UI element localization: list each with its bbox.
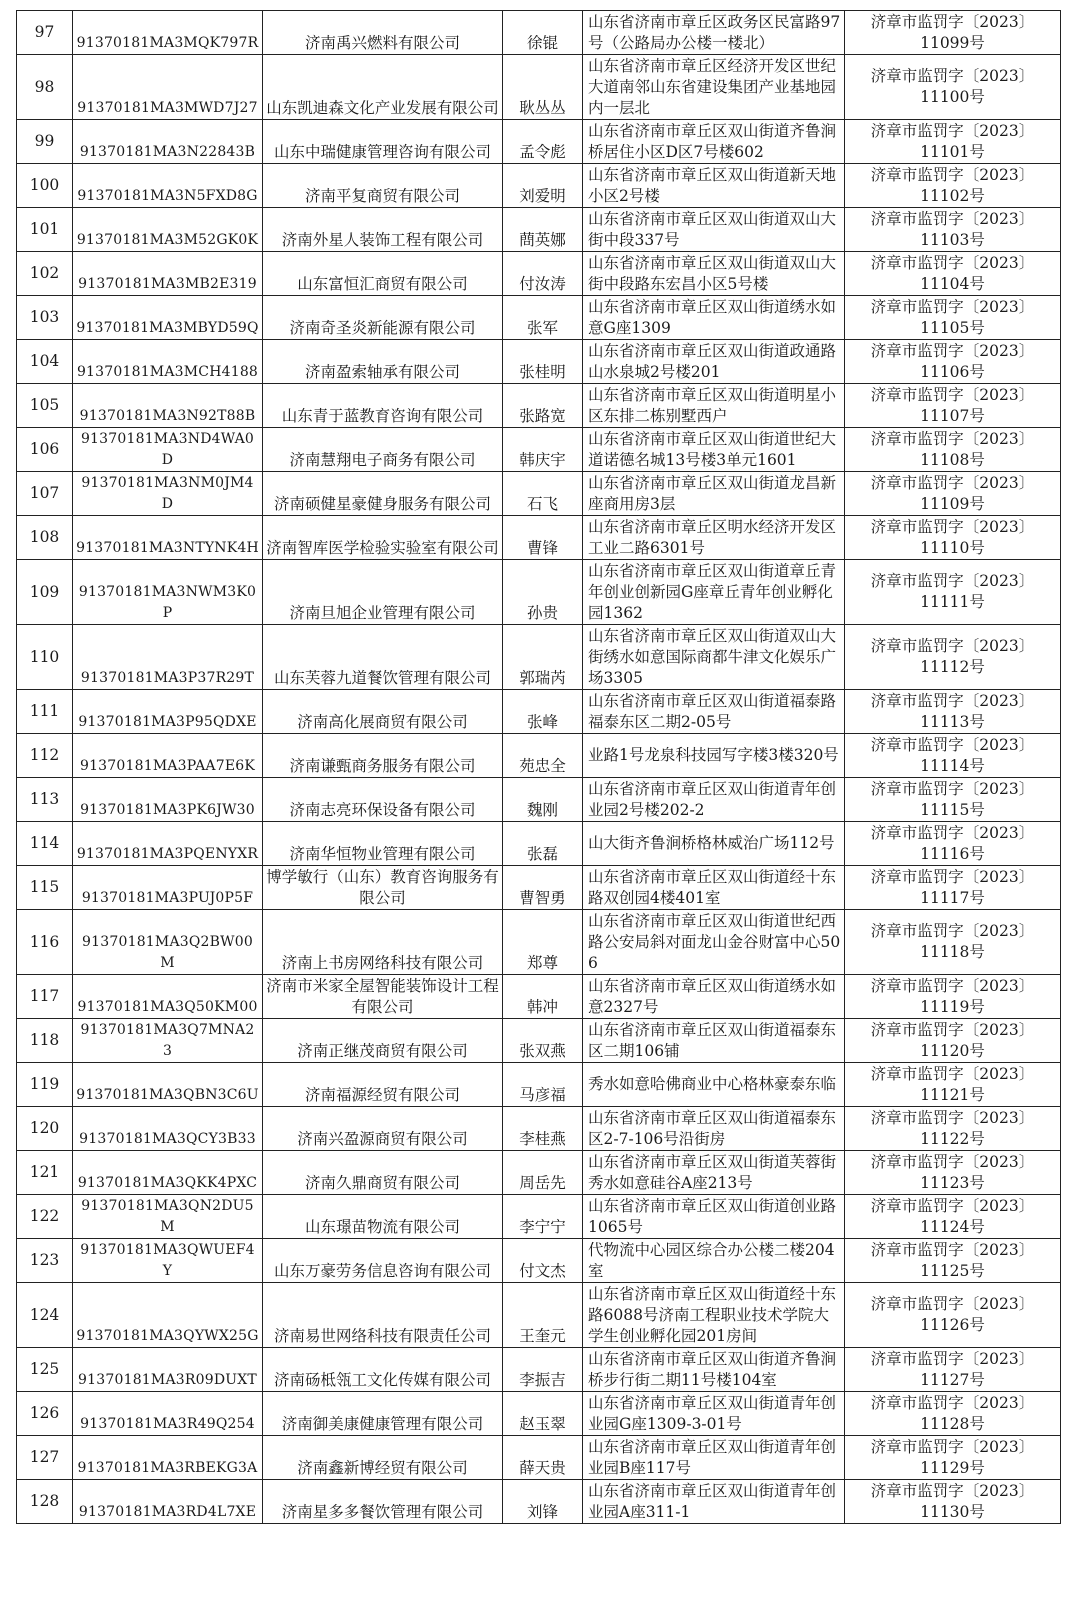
- penalty-prefix: 济章市监罚字〔2023〕: [870, 1240, 1035, 1259]
- registered-address: 山东省济南市章丘区政务区民富路97号（公路局办公楼一楼北）: [583, 11, 845, 55]
- registered-address: 山东省济南市章丘区双山街道新天地小区2号楼: [583, 164, 845, 208]
- registered-address: 山东省济南市章丘区双山街道芙蓉街秀水如意硅谷A座213号: [583, 1151, 845, 1195]
- company-name: 济南易世网络科技有限责任公司: [263, 1283, 503, 1348]
- penalty-decision-number: [845, 866, 1061, 910]
- table-row: [17, 560, 1061, 625]
- penalty-prefix: 济章市监罚字〔2023〕: [870, 341, 1035, 360]
- penalty-prefix: 济章市监罚字〔2023〕: [870, 691, 1035, 710]
- legal-representative: 李宁宁: [503, 1195, 583, 1239]
- row-number: 114: [17, 822, 73, 866]
- registered-address: 山东省济南市章丘区双山街道齐鲁涧桥步行街二期11号楼104室: [583, 1348, 845, 1392]
- penalty-decision-number: [845, 1195, 1061, 1239]
- legal-representative: 马彦福: [503, 1063, 583, 1107]
- penalty-prefix: 济章市监罚字〔2023〕: [870, 517, 1035, 536]
- legal-representative: 王奎元: [503, 1283, 583, 1348]
- penalty-serial: 11107号: [920, 406, 985, 425]
- table-row: [17, 1283, 1061, 1348]
- row-number: 123: [17, 1239, 73, 1283]
- penalty-decision-number: [845, 1107, 1061, 1151]
- penalty-prefix: 济章市监罚字〔2023〕: [870, 385, 1035, 404]
- penalty-serial: 11123号: [920, 1173, 985, 1192]
- registered-address: 山东省济南市章丘区明水经济开发区工业二路6301号: [583, 516, 845, 560]
- row-number: 116: [17, 910, 73, 975]
- registered-address: 山东省济南市章丘区双山街道青年创业园2号楼202-2: [583, 778, 845, 822]
- penalty-prefix: 济章市监罚字〔2023〕: [870, 12, 1035, 31]
- row-number: 98: [17, 55, 73, 120]
- company-name: 济南市米家全屋智能装饰设计工程有限公司: [263, 975, 503, 1019]
- penalty-prefix: 济章市监罚字〔2023〕: [870, 922, 1035, 940]
- registered-address: 业路1号龙泉科技园写字楼3楼320号: [583, 734, 845, 778]
- penalty-prefix: 济章市监罚字〔2023〕: [870, 67, 1035, 85]
- penalty-serial: 11126号: [920, 1316, 985, 1334]
- legal-representative: 张磊: [503, 822, 583, 866]
- penalty-serial: 11112号: [920, 658, 985, 676]
- penalty-serial: 11124号: [920, 1217, 985, 1236]
- company-name: 济南平复商贸有限公司: [263, 164, 503, 208]
- penalty-decision-number: [845, 910, 1061, 975]
- penalty-decision-number: [845, 1063, 1061, 1107]
- row-number: 108: [17, 516, 73, 560]
- registered-address: 山东省济南市章丘区双山街道世纪西路公安局斜对面龙山金谷财富中心506: [583, 910, 845, 975]
- penalty-decision-number: [845, 1019, 1061, 1063]
- penalty-serial: 11103号: [920, 230, 985, 249]
- penalty-serial: 11108号: [920, 450, 985, 469]
- penalty-serial: 11110号: [920, 538, 985, 557]
- penalty-serial: 11125号: [920, 1261, 985, 1280]
- row-number: 113: [17, 778, 73, 822]
- company-name: 济南砀柢瓴工文化传媒有限公司: [263, 1348, 503, 1392]
- penalty-serial: 11102号: [920, 186, 985, 205]
- penalty-prefix: 济章市监罚字〔2023〕: [870, 1437, 1035, 1456]
- penalty-prefix: 济章市监罚字〔2023〕: [870, 1393, 1035, 1412]
- company-name: 济南硕健星豪健身服务有限公司: [263, 472, 503, 516]
- company-name: 济南志亮环保设备有限公司: [263, 778, 503, 822]
- credit-code: 91370181MA3QN2DU5M: [73, 1195, 263, 1239]
- penalty-serial: 11115号: [920, 800, 985, 819]
- penalty-prefix: 济章市监罚字〔2023〕: [870, 473, 1035, 492]
- table-row: [17, 1063, 1061, 1107]
- company-name: 济南御美康健康管理有限公司: [263, 1392, 503, 1436]
- row-number: 110: [17, 625, 73, 690]
- credit-code: 91370181MA3PK6JW30: [73, 778, 263, 822]
- row-number: 128: [17, 1480, 73, 1524]
- penalty-decision-number: [845, 252, 1061, 296]
- credit-code: 91370181MA3PAA7E6K: [73, 734, 263, 778]
- company-name: 济南高化展商贸有限公司: [263, 690, 503, 734]
- registered-address: 山东省济南市章丘区双山街道福泰东区2-7-106号沿街房: [583, 1107, 845, 1151]
- table-row: [17, 384, 1061, 428]
- row-number: 101: [17, 208, 73, 252]
- penalty-decision-number: [845, 1348, 1061, 1392]
- penalty-decision-number: [845, 120, 1061, 164]
- penalty-serial: 11106号: [920, 362, 985, 381]
- penalty-prefix: 济章市监罚字〔2023〕: [870, 1349, 1035, 1368]
- legal-representative: 刘锋: [503, 1480, 583, 1524]
- table-row: [17, 55, 1061, 120]
- registered-address: 秀水如意哈佛商业中心格林豪泰东临: [583, 1063, 845, 1107]
- penalty-prefix: 济章市监罚字〔2023〕: [870, 253, 1035, 272]
- row-number: 120: [17, 1107, 73, 1151]
- row-number: 127: [17, 1436, 73, 1480]
- table-row: [17, 472, 1061, 516]
- company-name: 济南智库医学检验实验室有限公司: [263, 516, 503, 560]
- table-row: [17, 340, 1061, 384]
- table-row: [17, 252, 1061, 296]
- penalty-prefix: 济章市监罚字〔2023〕: [870, 1196, 1035, 1215]
- company-name: 济南禹兴燃料有限公司: [263, 11, 503, 55]
- penalty-serial: 11119号: [920, 997, 985, 1016]
- company-name: 博学敏行（山东）教育咨询服务有限公司: [263, 866, 503, 910]
- penalty-decision-number: [845, 1151, 1061, 1195]
- registered-address: 山东省济南市章丘区双山街道政通路山水泉城2号楼201: [583, 340, 845, 384]
- penalty-serial: 11101号: [920, 142, 985, 161]
- penalty-decision-number: [845, 1392, 1061, 1436]
- row-number: 106: [17, 428, 73, 472]
- row-number: 102: [17, 252, 73, 296]
- row-number: 117: [17, 975, 73, 1019]
- legal-representative: 韩庆宇: [503, 428, 583, 472]
- legal-representative: 孙贵: [503, 560, 583, 625]
- row-number: 99: [17, 120, 73, 164]
- legal-representative: 蔄英娜: [503, 208, 583, 252]
- penalty-decision-number: [845, 384, 1061, 428]
- penalty-decision-number: [845, 11, 1061, 55]
- penalty-prefix: 济章市监罚字〔2023〕: [870, 572, 1035, 590]
- legal-representative: 张军: [503, 296, 583, 340]
- company-name: 济南鑫新博经贸有限公司: [263, 1436, 503, 1480]
- registered-address: 山东省济南市章丘区双山街道青年创业园B座117号: [583, 1436, 845, 1480]
- legal-representative: 韩冲: [503, 975, 583, 1019]
- table-body: [17, 11, 1061, 1524]
- penalty-decision-number: [845, 340, 1061, 384]
- legal-representative: 付汝涛: [503, 252, 583, 296]
- penalty-prefix: 济章市监罚字〔2023〕: [870, 637, 1035, 655]
- legal-representative: 张路宽: [503, 384, 583, 428]
- credit-code: 91370181MA3MQK797R: [73, 11, 263, 55]
- table-row: [17, 690, 1061, 734]
- row-number: 109: [17, 560, 73, 625]
- company-name: 济南正继茂商贸有限公司: [263, 1019, 503, 1063]
- legal-representative: 周岳先: [503, 1151, 583, 1195]
- table-row: [17, 296, 1061, 340]
- row-number: 121: [17, 1151, 73, 1195]
- row-number: 125: [17, 1348, 73, 1392]
- penalty-decision-number: [845, 975, 1061, 1019]
- penalty-decision-number: [845, 625, 1061, 690]
- credit-code: 91370181MA3RD4L7XE: [73, 1480, 263, 1524]
- penalty-decision-number: [845, 1480, 1061, 1524]
- penalty-serial: 11130号: [920, 1502, 985, 1521]
- penalty-decision-number: [845, 428, 1061, 472]
- credit-code: 91370181MA3Q50KM00: [73, 975, 263, 1019]
- credit-code: 91370181MA3QCY3B33: [73, 1107, 263, 1151]
- row-number: 118: [17, 1019, 73, 1063]
- credit-code: 91370181MA3R09DUXT: [73, 1348, 263, 1392]
- document-page: [16, 10, 1060, 1524]
- company-name: 济南星多多餐饮管理有限公司: [263, 1480, 503, 1524]
- legal-representative: 曹智勇: [503, 866, 583, 910]
- credit-code: 91370181MA3MCH4188: [73, 340, 263, 384]
- registered-address: 山东省济南市章丘区双山街道青年创业园G座1309-3-01号: [583, 1392, 845, 1436]
- company-name: 济南谦甄商务服务有限公司: [263, 734, 503, 778]
- penalty-serial: 11113号: [920, 712, 985, 731]
- row-number: 104: [17, 340, 73, 384]
- registered-address: 山东省济南市章丘区双山街道齐鲁涧桥居住小区D区7号楼602: [583, 120, 845, 164]
- registered-address: 山东省济南市章丘区双山街道创业路1065号: [583, 1195, 845, 1239]
- legal-representative: 郑尊: [503, 910, 583, 975]
- penalty-prefix: 济章市监罚字〔2023〕: [870, 735, 1035, 754]
- penalty-decision-number: [845, 296, 1061, 340]
- row-number: 124: [17, 1283, 73, 1348]
- table-row: [17, 1195, 1061, 1239]
- row-number: 107: [17, 472, 73, 516]
- penalty-list-table: [16, 10, 1061, 1524]
- credit-code: 91370181MA3R49Q254: [73, 1392, 263, 1436]
- table-row: [17, 1480, 1061, 1524]
- credit-code: 91370181MA3N92T88B: [73, 384, 263, 428]
- table-row: [17, 1239, 1061, 1283]
- table-row: [17, 1151, 1061, 1195]
- penalty-decision-number: [845, 1239, 1061, 1283]
- penalty-prefix: 济章市监罚字〔2023〕: [870, 1020, 1035, 1039]
- company-name: 济南旦旭企业管理有限公司: [263, 560, 503, 625]
- penalty-serial: 11114号: [920, 756, 985, 775]
- table-row: [17, 516, 1061, 560]
- row-number: 111: [17, 690, 73, 734]
- credit-code: 91370181MA3RBEKG3A: [73, 1436, 263, 1480]
- penalty-prefix: 济章市监罚字〔2023〕: [870, 1295, 1035, 1313]
- company-name: 济南盈索轴承有限公司: [263, 340, 503, 384]
- penalty-decision-number: [845, 1283, 1061, 1348]
- company-name: 济南上书房网络科技有限公司: [263, 910, 503, 975]
- table-row: [17, 1392, 1061, 1436]
- legal-representative: 张峰: [503, 690, 583, 734]
- registered-address: 山东省济南市章丘区双山街道福泰东区二期106铺: [583, 1019, 845, 1063]
- credit-code: 91370181MA3PUJ0P5F: [73, 866, 263, 910]
- table-row: [17, 164, 1061, 208]
- registered-address: 山东省济南市章丘区双山街道世纪大道诺德名城13号楼3单元1601: [583, 428, 845, 472]
- credit-code: 91370181MA3NWM3K0P: [73, 560, 263, 625]
- registered-address: 山东省济南市章丘区双山街道青年创业园A座311-1: [583, 1480, 845, 1524]
- table-row: [17, 822, 1061, 866]
- legal-representative: 魏刚: [503, 778, 583, 822]
- table-row: [17, 1107, 1061, 1151]
- penalty-prefix: 济章市监罚字〔2023〕: [870, 976, 1035, 995]
- table-row: [17, 1348, 1061, 1392]
- table-row: [17, 778, 1061, 822]
- penalty-serial: 11105号: [920, 318, 985, 337]
- company-name: 济南慧翔电子商务有限公司: [263, 428, 503, 472]
- penalty-serial: 11122号: [920, 1129, 985, 1148]
- row-number: 112: [17, 734, 73, 778]
- credit-code: 91370181MA3QBN3C6U: [73, 1063, 263, 1107]
- registered-address: 山东省济南市章丘区双山街道双山大街绣水如意国际商都牛津文化娱乐广场3305: [583, 625, 845, 690]
- registered-address: 山东省济南市章丘区双山街道双山大街中段337号: [583, 208, 845, 252]
- penalty-prefix: 济章市监罚字〔2023〕: [870, 429, 1035, 448]
- registered-address: 山东省济南市章丘区双山街道绣水如意2327号: [583, 975, 845, 1019]
- legal-representative: 张双燕: [503, 1019, 583, 1063]
- penalty-prefix: 济章市监罚字〔2023〕: [870, 209, 1035, 228]
- company-name: 济南久鼎商贸有限公司: [263, 1151, 503, 1195]
- penalty-serial: 11099号: [920, 33, 985, 52]
- penalty-decision-number: [845, 516, 1061, 560]
- penalty-serial: 11127号: [920, 1370, 985, 1389]
- company-name: 山东凯迪森文化产业发展有限公司: [263, 55, 503, 120]
- legal-representative: 徐锟: [503, 11, 583, 55]
- row-number: 97: [17, 11, 73, 55]
- registered-address: 山东省济南市章丘区双山街道明星小区东排二栋别墅西户: [583, 384, 845, 428]
- legal-representative: 郭瑞芮: [503, 625, 583, 690]
- credit-code: 91370181MA3QKK4PXC: [73, 1151, 263, 1195]
- legal-representative: 苑忠全: [503, 734, 583, 778]
- credit-code: 91370181MA3PQENYXR: [73, 822, 263, 866]
- penalty-prefix: 济章市监罚字〔2023〕: [870, 297, 1035, 316]
- table-row: [17, 734, 1061, 778]
- registered-address: 山东省济南市章丘区双山街道绣水如意G座1309: [583, 296, 845, 340]
- penalty-serial: 11128号: [920, 1414, 985, 1433]
- penalty-decision-number: [845, 690, 1061, 734]
- legal-representative: 付文杰: [503, 1239, 583, 1283]
- registered-address: 山东省济南市章丘区双山街道经十东路双创园4楼401室: [583, 866, 845, 910]
- row-number: 100: [17, 164, 73, 208]
- company-name: 济南华恒物业管理有限公司: [263, 822, 503, 866]
- credit-code: 91370181MA3MWD7J27: [73, 55, 263, 120]
- company-name: 济南外星人装饰工程有限公司: [263, 208, 503, 252]
- legal-representative: 张桂明: [503, 340, 583, 384]
- registered-address: 山大街齐鲁涧桥格林威治广场112号: [583, 822, 845, 866]
- penalty-prefix: 济章市监罚字〔2023〕: [870, 1108, 1035, 1127]
- credit-code: 91370181MA3MB2E319: [73, 252, 263, 296]
- legal-representative: 耿丛丛: [503, 55, 583, 120]
- penalty-serial: 11116号: [920, 844, 985, 863]
- penalty-serial: 11104号: [920, 274, 985, 293]
- credit-code: 91370181MA3Q7MNA23: [73, 1019, 263, 1063]
- penalty-prefix: 济章市监罚字〔2023〕: [870, 1152, 1035, 1171]
- company-name: 济南兴盈源商贸有限公司: [263, 1107, 503, 1151]
- registered-address: 代物流中心园区综合办公楼二楼204室: [583, 1239, 845, 1283]
- penalty-serial: 11118号: [920, 943, 985, 961]
- legal-representative: 赵玉翠: [503, 1392, 583, 1436]
- penalty-serial: 11109号: [920, 494, 985, 513]
- table-row: [17, 428, 1061, 472]
- penalty-decision-number: [845, 164, 1061, 208]
- penalty-prefix: 济章市监罚字〔2023〕: [870, 823, 1035, 842]
- penalty-serial: 11111号: [920, 593, 985, 611]
- credit-code: 91370181MA3MBYD59Q: [73, 296, 263, 340]
- penalty-decision-number: [845, 55, 1061, 120]
- credit-code: 91370181MA3N5FXD8G: [73, 164, 263, 208]
- penalty-decision-number: [845, 778, 1061, 822]
- credit-code: 91370181MA3QWUEF4Y: [73, 1239, 263, 1283]
- penalty-serial: 11121号: [920, 1085, 985, 1104]
- credit-code: 91370181MA3Q2BW00M: [73, 910, 263, 975]
- table-row: [17, 625, 1061, 690]
- row-number: 103: [17, 296, 73, 340]
- legal-representative: 李振吉: [503, 1348, 583, 1392]
- penalty-prefix: 济章市监罚字〔2023〕: [870, 165, 1035, 184]
- company-name: 济南福源经贸有限公司: [263, 1063, 503, 1107]
- credit-code: 91370181MA3M52GK0K: [73, 208, 263, 252]
- company-name: 济南奇圣炎新能源有限公司: [263, 296, 503, 340]
- credit-code: 91370181MA3NTYNK4H: [73, 516, 263, 560]
- penalty-decision-number: [845, 472, 1061, 516]
- row-number: 122: [17, 1195, 73, 1239]
- penalty-decision-number: [845, 1436, 1061, 1480]
- table-row: [17, 120, 1061, 164]
- table-row: [17, 866, 1061, 910]
- legal-representative: 薛天贵: [503, 1436, 583, 1480]
- legal-representative: 石飞: [503, 472, 583, 516]
- company-name: 山东万豪劳务信息咨询有限公司: [263, 1239, 503, 1283]
- company-name: 山东富恒汇商贸有限公司: [263, 252, 503, 296]
- penalty-prefix: 济章市监罚字〔2023〕: [870, 121, 1035, 140]
- credit-code: 91370181MA3N22843B: [73, 120, 263, 164]
- credit-code: 91370181MA3P95QDXE: [73, 690, 263, 734]
- table-row: [17, 910, 1061, 975]
- credit-code: 91370181MA3ND4WA0D: [73, 428, 263, 472]
- row-number: 126: [17, 1392, 73, 1436]
- company-name: 山东芙蓉九道餐饮管理有限公司: [263, 625, 503, 690]
- table-row: [17, 208, 1061, 252]
- registered-address: 山东省济南市章丘区双山街道龙昌新座商用房3层: [583, 472, 845, 516]
- registered-address: 山东省济南市章丘区双山街道双山大街中段路东宏昌小区5号楼: [583, 252, 845, 296]
- row-number: 115: [17, 866, 73, 910]
- credit-code: 91370181MA3QYWX25G: [73, 1283, 263, 1348]
- penalty-decision-number: [845, 208, 1061, 252]
- legal-representative: 孟令彪: [503, 120, 583, 164]
- registered-address: 山东省济南市章丘区经济开发区世纪大道南邻山东省建设集团产业基地园内一层北: [583, 55, 845, 120]
- penalty-prefix: 济章市监罚字〔2023〕: [870, 867, 1035, 886]
- table-row: [17, 1019, 1061, 1063]
- legal-representative: 曹锋: [503, 516, 583, 560]
- row-number: 119: [17, 1063, 73, 1107]
- registered-address: 山东省济南市章丘区双山街道经十东路6088号济南工程职业技术学院大学生创业孵化园201房间: [583, 1283, 845, 1348]
- penalty-serial: 11120号: [920, 1041, 985, 1060]
- registered-address: 山东省济南市章丘区双山街道章丘青年创业创新园G座章丘青年创业孵化园1362: [583, 560, 845, 625]
- legal-representative: 李桂燕: [503, 1107, 583, 1151]
- credit-code: 91370181MA3NM0JM4D: [73, 472, 263, 516]
- table-row: [17, 975, 1061, 1019]
- penalty-serial: 11100号: [920, 88, 985, 106]
- penalty-decision-number: [845, 734, 1061, 778]
- company-name: 山东中瑞健康管理咨询有限公司: [263, 120, 503, 164]
- penalty-serial: 11129号: [920, 1458, 985, 1477]
- penalty-decision-number: [845, 822, 1061, 866]
- company-name: 山东青于蓝教育咨询有限公司: [263, 384, 503, 428]
- penalty-prefix: 济章市监罚字〔2023〕: [870, 1064, 1035, 1083]
- table-row: [17, 1436, 1061, 1480]
- table-row: [17, 11, 1061, 55]
- credit-code: 91370181MA3P37R29T: [73, 625, 263, 690]
- penalty-prefix: 济章市监罚字〔2023〕: [870, 779, 1035, 798]
- company-name: 山东璟苗物流有限公司: [263, 1195, 503, 1239]
- penalty-prefix: 济章市监罚字〔2023〕: [870, 1481, 1035, 1500]
- legal-representative: 刘爱明: [503, 164, 583, 208]
- penalty-serial: 11117号: [920, 888, 985, 907]
- registered-address: 山东省济南市章丘区双山街道福泰路福泰东区二期2-05号: [583, 690, 845, 734]
- row-number: 105: [17, 384, 73, 428]
- penalty-decision-number: [845, 560, 1061, 625]
